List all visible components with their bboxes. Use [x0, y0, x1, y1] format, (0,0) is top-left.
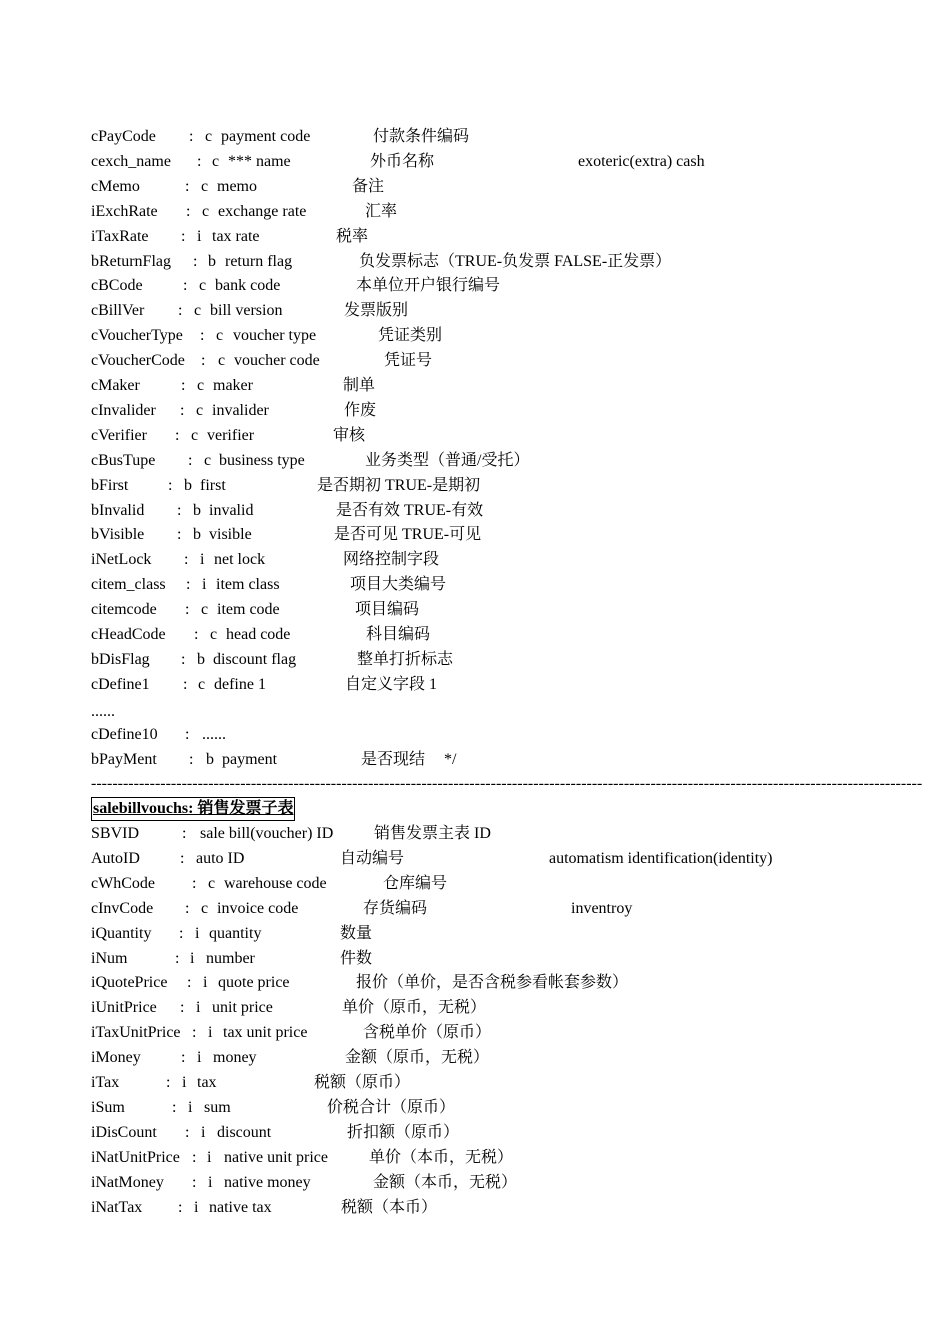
field-name: cBillVer	[91, 302, 145, 320]
field-type: b	[193, 526, 201, 544]
field-chinese: 仓库编号	[383, 874, 448, 892]
field-english: invoice code	[217, 899, 299, 917]
field-english: exchange rate	[218, 202, 307, 220]
field-name: iSum	[91, 1098, 125, 1116]
field-name: iNatMoney	[91, 1173, 164, 1191]
separator: :	[192, 1173, 197, 1191]
field-name: cVerifier	[91, 426, 147, 444]
field-chinese: 业务类型（普通/受托）	[365, 451, 530, 469]
separator: :	[179, 924, 184, 942]
field-name: iTax	[91, 1074, 120, 1091]
field-english: voucher type	[233, 327, 317, 345]
field-chinese: 数量	[340, 924, 373, 942]
field-type: c	[210, 626, 218, 643]
field-name: iTaxUnitPrice	[91, 1024, 181, 1042]
field-type: c	[212, 152, 220, 170]
separator: :	[193, 252, 198, 270]
field-chinese: 单价（原币，无税）	[342, 999, 487, 1017]
field-name: iNum	[91, 949, 128, 967]
section-divider: ------------------------------------------------------------------------------------------------------------------------------------------------------------	[91, 775, 923, 792]
field-name: cHeadCode	[91, 626, 166, 643]
field-type: i	[188, 1098, 193, 1116]
field-english: money	[213, 1049, 257, 1067]
field-english: tax	[197, 1074, 217, 1091]
field-english: tax rate	[212, 227, 260, 245]
field-name: cWhCode	[91, 874, 155, 892]
field-english: head code	[226, 626, 291, 643]
field-name: cBCode	[91, 277, 143, 295]
field-english: define 1	[214, 675, 266, 693]
separator: :	[177, 501, 182, 519]
field-type: i	[197, 227, 202, 245]
comment-end: */	[444, 751, 457, 768]
field-english: return flag	[225, 252, 293, 270]
separator: :	[182, 825, 187, 842]
separator: :	[185, 1123, 190, 1141]
separator: :	[181, 377, 186, 394]
separator: :	[183, 675, 188, 693]
field-name: cInvCode	[91, 899, 154, 917]
field-english: discount flag	[213, 650, 297, 668]
field-english: quantity	[209, 924, 262, 942]
separator: :	[180, 849, 185, 867]
field-type: i	[190, 949, 195, 967]
field-english: sale bill(voucher) ID	[200, 825, 334, 842]
field-chinese: 项目大类编号	[350, 576, 447, 594]
field-english: payment	[222, 751, 278, 768]
separator: :	[178, 1198, 183, 1216]
field-chinese: 含税单价（原币）	[363, 1024, 492, 1042]
field-name: cVoucherCode	[91, 352, 185, 370]
separator: :	[183, 277, 188, 295]
field-type: b	[206, 751, 214, 768]
field-name: cDefine1	[91, 675, 150, 693]
separator: :	[180, 401, 185, 419]
field-type: i	[195, 924, 200, 942]
field-name: citemcode	[91, 601, 157, 619]
field-name: iExchRate	[91, 202, 158, 220]
field-name: iQuantity	[91, 924, 152, 942]
separator: :	[185, 899, 190, 917]
field-english: bill version	[210, 302, 283, 320]
field-name: bFirst	[91, 476, 129, 494]
field-type: c	[196, 401, 204, 419]
separator: :	[181, 1049, 186, 1067]
separator: :	[177, 526, 182, 544]
field-chinese: 税额（本币）	[341, 1198, 438, 1216]
field-note: inventroy	[571, 899, 633, 917]
field-type: c	[216, 327, 224, 345]
separator: :	[180, 999, 185, 1017]
field-chinese: 本单位开户银行编号	[356, 277, 501, 295]
field-english: warehouse code	[224, 874, 327, 892]
separator: :	[186, 576, 191, 594]
field-type: c	[201, 601, 209, 619]
separator: :	[189, 128, 194, 145]
field-chinese: 科目编码	[366, 626, 431, 643]
separator: :	[192, 874, 197, 892]
separator: :	[181, 227, 186, 245]
section-title-salebillvouchs: salebillvouchs: 销售发票子表	[91, 797, 295, 821]
field-type: c	[198, 675, 206, 693]
field-chinese: 金额（本币，无税）	[373, 1173, 518, 1191]
field-chinese: 负发票标志（TRUE-负发票 FALSE-正发票）	[359, 252, 672, 270]
field-english: auto ID	[196, 849, 245, 867]
field-chinese: 报价（单价，是否含税参看帐套参数）	[356, 974, 629, 992]
field-name: iQuotePrice	[91, 974, 168, 992]
field-english: business type	[219, 451, 305, 469]
field-name: iUnitPrice	[91, 999, 157, 1017]
field-chinese: 件数	[340, 949, 373, 967]
field-chinese: 是否期初 TRUE-是期初	[317, 476, 481, 494]
field-english: bank code	[215, 277, 281, 295]
field-type: c	[208, 874, 216, 892]
field-chinese: 是否现结	[361, 751, 426, 768]
field-chinese: 凭证号	[384, 352, 433, 370]
separator: :	[185, 726, 190, 743]
field-chinese: 是否可见 TRUE-可见	[334, 526, 482, 544]
field-name: AutoID	[91, 849, 140, 867]
field-chinese: 金额（原币，无税）	[345, 1049, 490, 1067]
field-type: c	[191, 426, 199, 444]
field-name: bPayMent	[91, 751, 157, 768]
field-chinese: 审核	[333, 426, 366, 444]
field-name: cexch_name	[91, 152, 171, 170]
field-chinese: 制单	[343, 377, 376, 394]
field-english: maker	[213, 377, 253, 394]
field-english: native tax	[209, 1198, 272, 1216]
ellipsis-line: ......	[91, 703, 115, 720]
field-english: invalid	[209, 501, 254, 519]
field-type: i	[200, 551, 205, 569]
separator: :	[200, 327, 205, 345]
field-type: b	[208, 252, 216, 270]
field-chinese: 凭证类别	[378, 327, 443, 345]
field-type: c	[194, 302, 202, 320]
field-note: automatism identification(identity)	[549, 849, 773, 867]
field-type: c	[199, 277, 207, 295]
field-english: unit price	[212, 999, 273, 1017]
field-chinese: 是否有效 TRUE-有效	[336, 501, 484, 519]
separator: :	[187, 974, 192, 992]
separator: :	[166, 1074, 171, 1091]
field-english: visible	[209, 526, 252, 544]
field-english: first	[200, 476, 226, 494]
separator: :	[185, 177, 190, 195]
field-type: i	[207, 1148, 212, 1166]
field-english: quote price	[218, 974, 290, 992]
field-name: SBVID	[91, 825, 140, 842]
field-type: b	[197, 650, 205, 668]
separator: :	[172, 1098, 177, 1116]
field-ellipsis: ......	[202, 726, 226, 743]
field-type: c	[201, 177, 209, 195]
field-type: b	[193, 501, 201, 519]
field-name: cBusTupe	[91, 451, 156, 469]
field-type: c	[197, 377, 205, 394]
separator: :	[186, 202, 191, 220]
field-type: c	[204, 451, 212, 469]
separator: :	[175, 949, 180, 967]
field-name: cPayCode	[91, 128, 156, 145]
field-chinese: 税额（原币）	[314, 1074, 411, 1091]
field-chinese: 付款条件编码	[373, 128, 470, 145]
field-name: cDefine10	[91, 726, 158, 743]
separator: :	[189, 751, 194, 768]
field-name: cInvalider	[91, 401, 156, 419]
field-type: c	[202, 202, 210, 220]
field-name: bReturnFlag	[91, 252, 171, 270]
field-chinese: 项目编码	[355, 601, 420, 619]
separator: :	[168, 476, 173, 494]
field-name: cMemo	[91, 177, 140, 195]
field-english: native unit price	[224, 1148, 328, 1166]
separator: :	[197, 152, 202, 170]
field-english: payment code	[221, 128, 311, 145]
field-type: i	[208, 1173, 213, 1191]
field-name: iNetLock	[91, 551, 152, 569]
field-english: sum	[204, 1098, 231, 1116]
separator: :	[181, 650, 186, 668]
field-english: item class	[216, 576, 280, 594]
field-english: memo	[217, 177, 257, 195]
field-english: native money	[224, 1173, 311, 1191]
field-chinese: 备注	[352, 177, 385, 195]
field-chinese: 整单打折标志	[357, 650, 454, 668]
field-chinese: 税率	[336, 227, 369, 245]
field-type: c	[201, 899, 209, 917]
field-type: i	[201, 1123, 206, 1141]
field-note: exoteric(extra) cash	[578, 152, 705, 170]
separator: :	[185, 601, 190, 619]
field-english: voucher code	[234, 352, 320, 370]
field-english: verifier	[207, 426, 255, 444]
field-name: iDisCount	[91, 1123, 157, 1141]
field-name: bInvalid	[91, 501, 145, 519]
separator: :	[194, 626, 199, 643]
field-chinese: 自动编号	[340, 849, 405, 867]
field-name: iNatTax	[91, 1198, 143, 1216]
field-name: iNatUnitPrice	[91, 1148, 180, 1166]
field-chinese: 发票版别	[344, 302, 409, 320]
separator: :	[192, 1148, 197, 1166]
field-english: invalider	[212, 401, 269, 419]
field-english: net lock	[214, 551, 266, 569]
field-english: item code	[217, 601, 280, 619]
field-type: i	[196, 999, 201, 1017]
field-chinese: 销售发票主表 ID	[374, 825, 491, 842]
field-chinese: 存货编码	[363, 899, 428, 917]
field-name: iTaxRate	[91, 227, 149, 245]
field-name: bVisible	[91, 526, 145, 544]
field-chinese: 作废	[344, 401, 377, 419]
field-english: tax unit price	[223, 1024, 308, 1042]
field-chinese: 单价（本币，无税）	[369, 1148, 514, 1166]
separator: :	[192, 1024, 197, 1042]
field-type: i	[202, 576, 207, 594]
field-chinese: 自定义字段 1	[345, 675, 438, 693]
field-name: cMaker	[91, 377, 140, 394]
field-type: c	[218, 352, 226, 370]
separator: :	[178, 302, 183, 320]
field-chinese: 外币名称	[370, 152, 435, 170]
field-name: citem_class	[91, 576, 166, 594]
separator: :	[184, 551, 189, 569]
separator: :	[188, 451, 193, 469]
field-chinese: 价税合计（原币）	[327, 1098, 456, 1116]
field-chinese: 汇率	[365, 202, 398, 220]
field-name: bDisFlag	[91, 650, 150, 668]
field-type: b	[184, 476, 192, 494]
field-name: cVoucherType	[91, 327, 183, 345]
separator: :	[175, 426, 180, 444]
field-chinese: 网络控制字段	[343, 551, 440, 569]
separator: :	[201, 352, 206, 370]
field-type: c	[205, 128, 213, 145]
field-type: i	[182, 1074, 187, 1091]
field-english: number	[206, 949, 255, 967]
field-english: *** name	[228, 152, 291, 170]
field-type: i	[208, 1024, 213, 1042]
field-type: i	[197, 1049, 202, 1067]
field-chinese: 折扣额（原币）	[347, 1123, 460, 1141]
field-name: iMoney	[91, 1049, 141, 1067]
field-type: i	[203, 974, 208, 992]
field-type: i	[194, 1198, 199, 1216]
field-english: discount	[217, 1123, 272, 1141]
